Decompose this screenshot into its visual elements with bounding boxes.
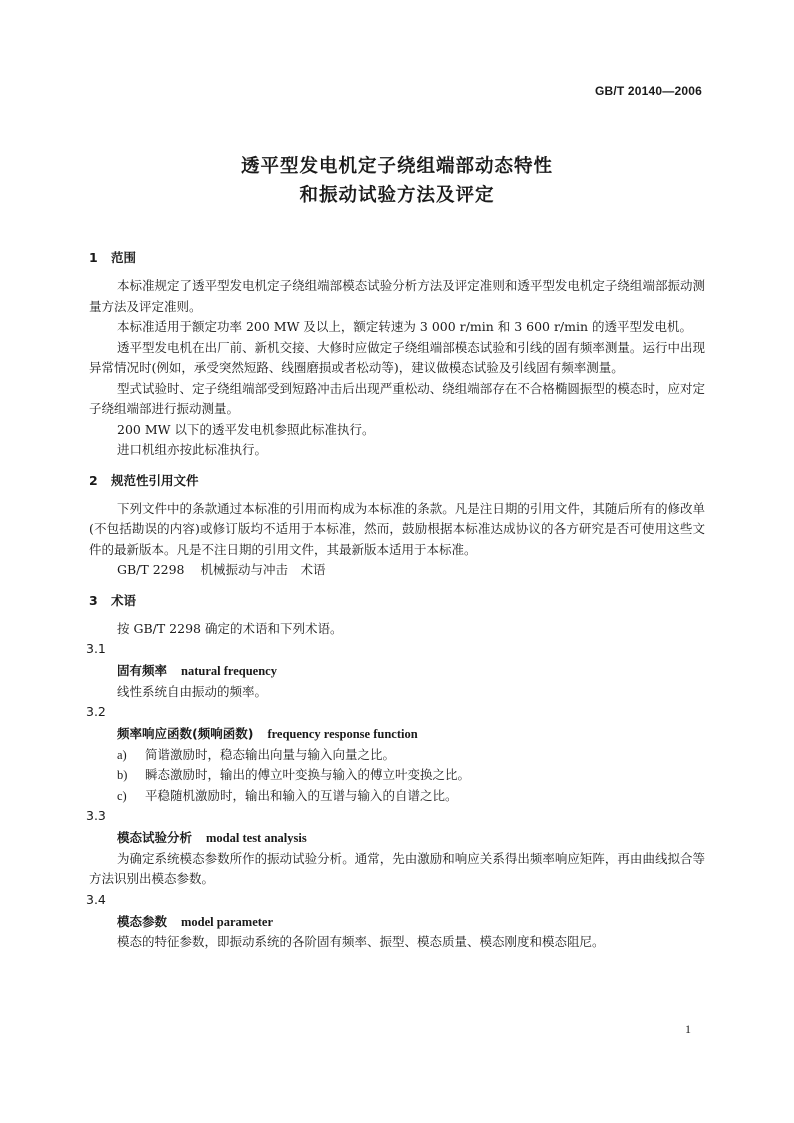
term-chinese: 固有频率 — [117, 663, 168, 678]
paragraph: 本标准适用于额定功率 200 MW 及以上，额定转速为 3 000 r/min 和 3 600 r/min 的透平型发电机。 — [117, 319, 693, 334]
section-3-heading — [89, 591, 705, 611]
document-body — [86, 248, 705, 953]
term-number: 3.3 — [86, 808, 106, 823]
paragraph: 进口机组亦按此标准执行。 — [117, 442, 268, 457]
term-heading — [89, 828, 705, 849]
paragraph: 透平型发电机在出厂前、新机交接、大修时应做定子绕组端部模态试验和引线的固有频率测量。运行中出现异常情况时(例如，承受突然短路、线圈磨损或者松动等)，建议做模态试验及引线固有频率测量。 — [89, 339, 705, 375]
list-item-text: 简谐激励时，稳态输出向量与输入向量之比。 — [145, 746, 396, 762]
term-definition: 线性系统自由振动的频率。 — [117, 683, 268, 699]
section-number: 2 — [89, 472, 98, 488]
section-1-heading — [89, 248, 705, 268]
paragraph: 本标准规定了透平型发电机定子绕组端部模态试验分析方法及评定准则和透平型发电机定子绕组端部振动测量方法及评定准则。 — [89, 278, 705, 314]
paragraph: 下列文件中的条款通过本标准的引用而构成为本标准的条款。凡是注日期的引用文件，其随后所有的修改单(不包括勘误的内容)或修订版均不适用于本标准，然而，鼓励根据本标准达成协议的各方研究是否可使用这些文件的最新版本。凡是不注日期的引用文件，其最新版本适用于本标准。 — [89, 500, 705, 557]
reference-code: GB/T 2298 — [117, 562, 185, 577]
reference-title: 机械振动与冲击 术语 — [200, 562, 326, 577]
term-number: 3.2 — [86, 704, 106, 719]
normative-reference — [89, 560, 705, 581]
paragraph: 型式试验时、定子绕组端部受到短路冲击后出现严重松动、绕组端部存在不合格椭圆振型的模态时，应对定子绕组端部进行振动测量。 — [89, 380, 705, 416]
term-number: 3.1 — [86, 641, 106, 656]
page-number: 1 — [685, 1022, 691, 1036]
term-chinese: 模态试验分析 — [117, 830, 193, 845]
term-english: natural frequency — [181, 664, 277, 678]
section-number: 3 — [89, 592, 98, 608]
term-number: 3.4 — [86, 891, 106, 907]
list-item — [89, 786, 705, 807]
term-english: modal test analysis — [206, 831, 307, 845]
paragraph: 按 GB/T 2298 确定的术语和下列术语。 — [117, 620, 343, 636]
term-heading — [89, 912, 705, 933]
list-item-text: 平稳随机激励时，输出和输入的互谱与输入的自谱之比。 — [145, 787, 458, 803]
list-item-text: 瞬态激励时，输出的傅立叶变换与输入的傅立叶变换之比。 — [145, 767, 471, 782]
term-chinese: 模态参数 — [117, 913, 168, 929]
section-number: 1 — [89, 250, 98, 265]
term-english: model parameter — [181, 914, 273, 929]
term-heading — [89, 724, 705, 745]
list-marker: c) — [117, 788, 127, 803]
term-definition: 模态的特征参数，即振动系统的各阶固有频率、振型、模态质量、模态刚度和模态阻尼。 — [117, 934, 605, 949]
term-english: frequency response function — [267, 727, 418, 741]
section-2-heading — [89, 471, 705, 491]
term-chinese: 频率响应函数(频响函数) — [117, 726, 254, 741]
paragraph: 200 MW 以下的透平发电机参照此标准执行。 — [117, 421, 375, 437]
list-item — [89, 765, 705, 786]
title-line-1: 透平型发电机定子绕组端部动态特性 — [240, 156, 553, 177]
title-line-2: 和振动试验方法及评定 — [299, 185, 495, 206]
section-title: 规范性引用文件 — [111, 472, 199, 488]
term-heading — [89, 661, 705, 682]
term-definition: 为确定系统模态参数所作的振动试验分析。通常，先由激励和响应关系得出频率响应矩阵，再由曲线拟合等方法识别出模态参数。 — [89, 850, 705, 886]
list-marker: a) — [117, 747, 127, 762]
section-title: 术语 — [111, 592, 137, 608]
standard-number: GB/T 20140—2006 — [594, 84, 702, 98]
section-title: 范围 — [111, 250, 137, 265]
list-marker: b) — [117, 768, 128, 782]
list-item — [89, 745, 705, 766]
document-title — [0, 152, 794, 210]
